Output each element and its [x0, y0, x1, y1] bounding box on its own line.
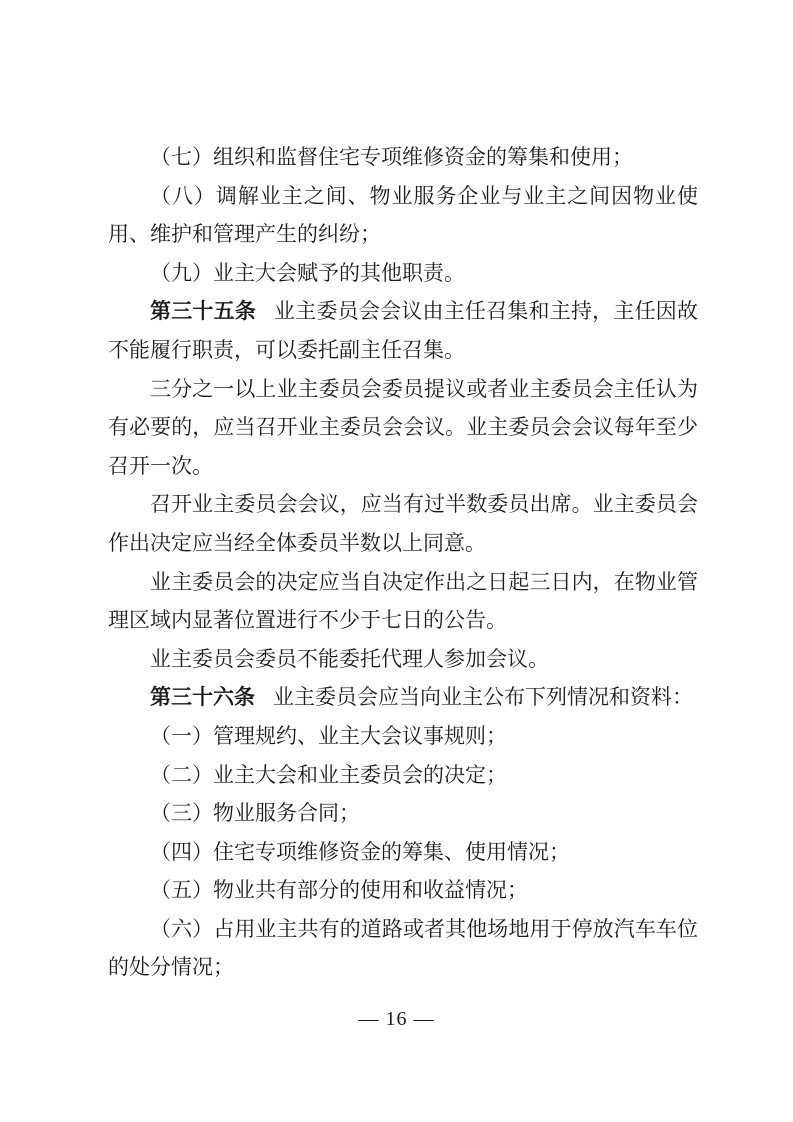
- paragraph: [108, 833, 698, 872]
- paragraph: [108, 138, 698, 177]
- page-number: — 16 —: [358, 1008, 435, 1030]
- paragraph: [108, 254, 698, 293]
- paragraph-text: 业主委员会委员不能委托代理人参加会议。: [150, 646, 549, 671]
- paragraph-text: 业主委员会的决定应当自决定作出之日起三日内，在物业管理区域内显著位置进行不少于七日的公告。: [108, 569, 698, 633]
- paragraph: [108, 640, 698, 679]
- article-paragraph: [108, 292, 698, 369]
- paragraph-text: 业主委员会应当向业主公布下列情况和资料：: [273, 685, 693, 710]
- paragraph-text: 三分之一以上业主委员会委员提议或者业主委员会主任认为有必要的，应当召开业主委员会会议。业主委员会会议每年至少召开一次。: [108, 376, 698, 478]
- article-label: 第三十五条: [150, 299, 257, 324]
- paragraph: [108, 485, 698, 562]
- paragraph-text: 召开业主委员会会议，应当有过半数委员出席。业主委员会作出决定应当经全体委员半数以上同意。: [108, 492, 698, 555]
- paragraph: [108, 756, 698, 795]
- paragraph-text: （三）物业服务合同；: [150, 801, 360, 826]
- paragraph-text: （五）物业共有部分的使用和收益情况；: [150, 878, 528, 903]
- paragraph: [108, 717, 698, 756]
- paragraph-text: （九）业主大会赋予的其他职责。: [150, 260, 465, 285]
- paragraph: [108, 563, 698, 640]
- article-paragraph: [108, 678, 698, 717]
- document-body: [108, 138, 698, 987]
- article-label: 第三十六条: [150, 685, 255, 710]
- paragraph-text: （七）组织和监督住宅专项维修资金的筹集和使用；: [150, 145, 633, 169]
- paragraph-text: （一）管理规约、业主大会议事规则；: [150, 723, 507, 748]
- paragraph: [108, 871, 698, 910]
- paragraph-text: （二）业主大会和业主委员会的决定；: [150, 762, 507, 787]
- paragraph: [108, 177, 698, 254]
- paragraph-text: （四）住宅专项维修资金的筹集、使用情况；: [150, 839, 570, 864]
- paragraph: [108, 794, 698, 833]
- paragraph: [108, 370, 698, 486]
- paragraph-text: 业主委员会会议由主任召集和主持，主任因故不能履行职责，可以委托副主任召集。: [108, 299, 699, 362]
- paragraph-text: （八）调解业主之间、物业服务企业与业主之间因物业使用、维护和管理产生的纠纷；: [108, 183, 698, 247]
- paragraph: [108, 910, 698, 987]
- paragraph-text: （六）占用业主共有的道路或者其他场地用于停放汽车车位的处分情况；: [108, 916, 698, 980]
